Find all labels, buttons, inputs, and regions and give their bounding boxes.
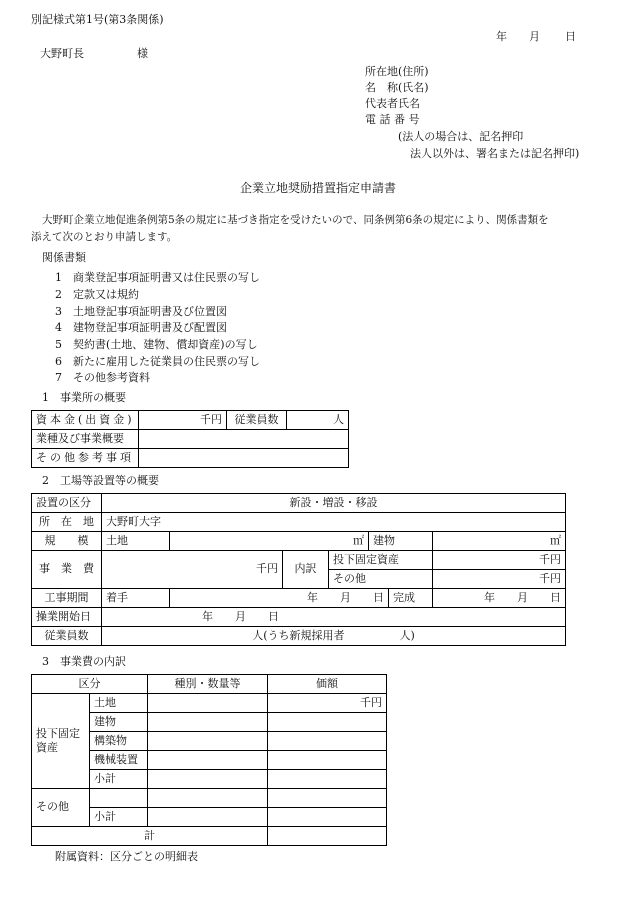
applicant-phone-label: 電 話 番 号 xyxy=(365,113,420,126)
seal-note-2: 法人以外は、署名または記名押印) xyxy=(410,147,580,160)
addressee-name: 大野町長 xyxy=(40,47,84,60)
row-subtotal-fixed: 小計 xyxy=(90,770,148,789)
header-amount: 価額 xyxy=(268,675,387,694)
section3-heading: 3 事業費の内訳 xyxy=(42,655,126,668)
doc-num: 1 xyxy=(55,271,62,284)
location-label: 所 在 地 xyxy=(32,513,102,532)
row-structure: 構築物 xyxy=(90,732,148,751)
period-label: 工事期間 xyxy=(32,589,102,608)
business-value xyxy=(139,430,349,449)
document-title: 企業立地奨励措置指定申請書 xyxy=(240,181,397,195)
capital-label: 資本金(出資金) xyxy=(32,411,139,430)
business-overview-table xyxy=(31,410,349,468)
op-start-date: 年 月 日 xyxy=(102,608,566,627)
form-number: 別記様式第1号(第3条関係) xyxy=(31,13,164,26)
land-amount-unit: 千円 xyxy=(268,694,387,713)
attachment-note: 附属資料：区分ごとの明細表 xyxy=(55,850,198,863)
doc-num: 2 xyxy=(55,288,62,301)
land-unit: ㎡ xyxy=(170,532,369,551)
building-unit: ㎡ xyxy=(433,532,566,551)
seal-note-1: (法人の場合は、記名押印 xyxy=(398,130,524,143)
section2-heading: 2 工場等設置等の概要 xyxy=(42,474,159,487)
cost-unit: 千円 xyxy=(102,551,283,589)
category-value: 新設・増設・移設 xyxy=(102,494,566,513)
applicant-rep-label: 代表者氏名 xyxy=(365,97,420,110)
staff-label: 従業員数 xyxy=(32,627,102,646)
employees-label: 従業員数 xyxy=(227,411,287,430)
row-land: 土地 xyxy=(90,694,148,713)
other-group-label: その他 xyxy=(32,789,90,827)
doc-item: 商業登記事項証明書又は住民票の写し xyxy=(73,271,260,284)
applicant-name-label: 名 称(氏名) xyxy=(365,81,429,94)
category-label: 設置の区分 xyxy=(32,494,102,513)
location-value: 大野町大字 xyxy=(102,513,566,532)
doc-item: その他参考資料 xyxy=(73,371,150,384)
doc-num: 6 xyxy=(55,355,62,368)
cost-label: 事 業 費 xyxy=(32,551,102,589)
doc-num: 3 xyxy=(55,305,62,318)
doc-item: 契約書(土地、建物、償却資産)の写し xyxy=(73,338,258,351)
other-info-value xyxy=(139,449,349,468)
employees-unit: 人 xyxy=(287,411,349,430)
op-start-label: 操業開始日 xyxy=(32,608,102,627)
facility-overview-table xyxy=(31,493,566,646)
doc-item: 建物登記事項証明書及び配置図 xyxy=(73,321,227,334)
staff-value: 人(うち新規採用者 人) xyxy=(102,627,566,646)
fixed-assets-label: 投下固定資産 xyxy=(329,551,433,570)
row-machinery: 機械装置 xyxy=(90,751,148,770)
date-year: 年 xyxy=(496,30,507,43)
body-line-1: 大野町企業立地促進条例第5条の規定に基づき指定を受けたいので、同条例第6条の規定により、関係書類を xyxy=(42,214,549,226)
start-date: 年 月 日 xyxy=(170,589,389,608)
fixed-assets-group-label xyxy=(32,694,90,789)
section1-heading: 1 事業所の概要 xyxy=(42,391,126,404)
scale-label: 規 模 xyxy=(32,532,102,551)
complete-label: 完成 xyxy=(389,589,433,608)
building-label: 建物 xyxy=(369,532,433,551)
doc-num: 5 xyxy=(55,338,62,351)
business-label: 業種及び事業概要 xyxy=(32,430,139,449)
capital-unit: 千円 xyxy=(139,411,227,430)
header-type: 種別・数量等 xyxy=(148,675,268,694)
cost-breakdown-table xyxy=(31,674,387,846)
fixed-assets-unit: 千円 xyxy=(433,551,566,570)
applicant-address-label: 所在地(住所) xyxy=(365,65,429,78)
other-info-label: その他参考事項 xyxy=(32,449,139,468)
row-total: 計 xyxy=(32,827,268,846)
fixed-assets-line1: 投下固定 xyxy=(36,726,80,740)
row-building: 建物 xyxy=(90,713,148,732)
addressee-honorific: 様 xyxy=(137,47,148,60)
body-line-2: 添えて次のとおり申請します。 xyxy=(31,231,178,243)
others-label: その他 xyxy=(329,570,433,589)
fixed-assets-line2: 資産 xyxy=(36,741,58,754)
doc-item: 土地登記事項証明書及び位置図 xyxy=(73,305,227,318)
row-subtotal-other: 小計 xyxy=(90,808,148,827)
date-month: 月 xyxy=(529,30,540,43)
related-docs-heading: 関係書類 xyxy=(42,251,86,264)
land-label: 土地 xyxy=(102,532,170,551)
others-unit: 千円 xyxy=(433,570,566,589)
start-label: 着手 xyxy=(102,589,170,608)
doc-item: 定款又は規約 xyxy=(73,288,139,301)
breakdown-label: 内訳 xyxy=(283,551,329,589)
header-category: 区分 xyxy=(32,675,148,694)
date-day: 日 xyxy=(565,30,576,43)
doc-item: 新たに雇用した従業員の住民票の写し xyxy=(73,355,260,368)
doc-num: 4 xyxy=(55,321,62,334)
complete-date: 年 月 日 xyxy=(433,589,566,608)
doc-num: 7 xyxy=(55,371,62,384)
